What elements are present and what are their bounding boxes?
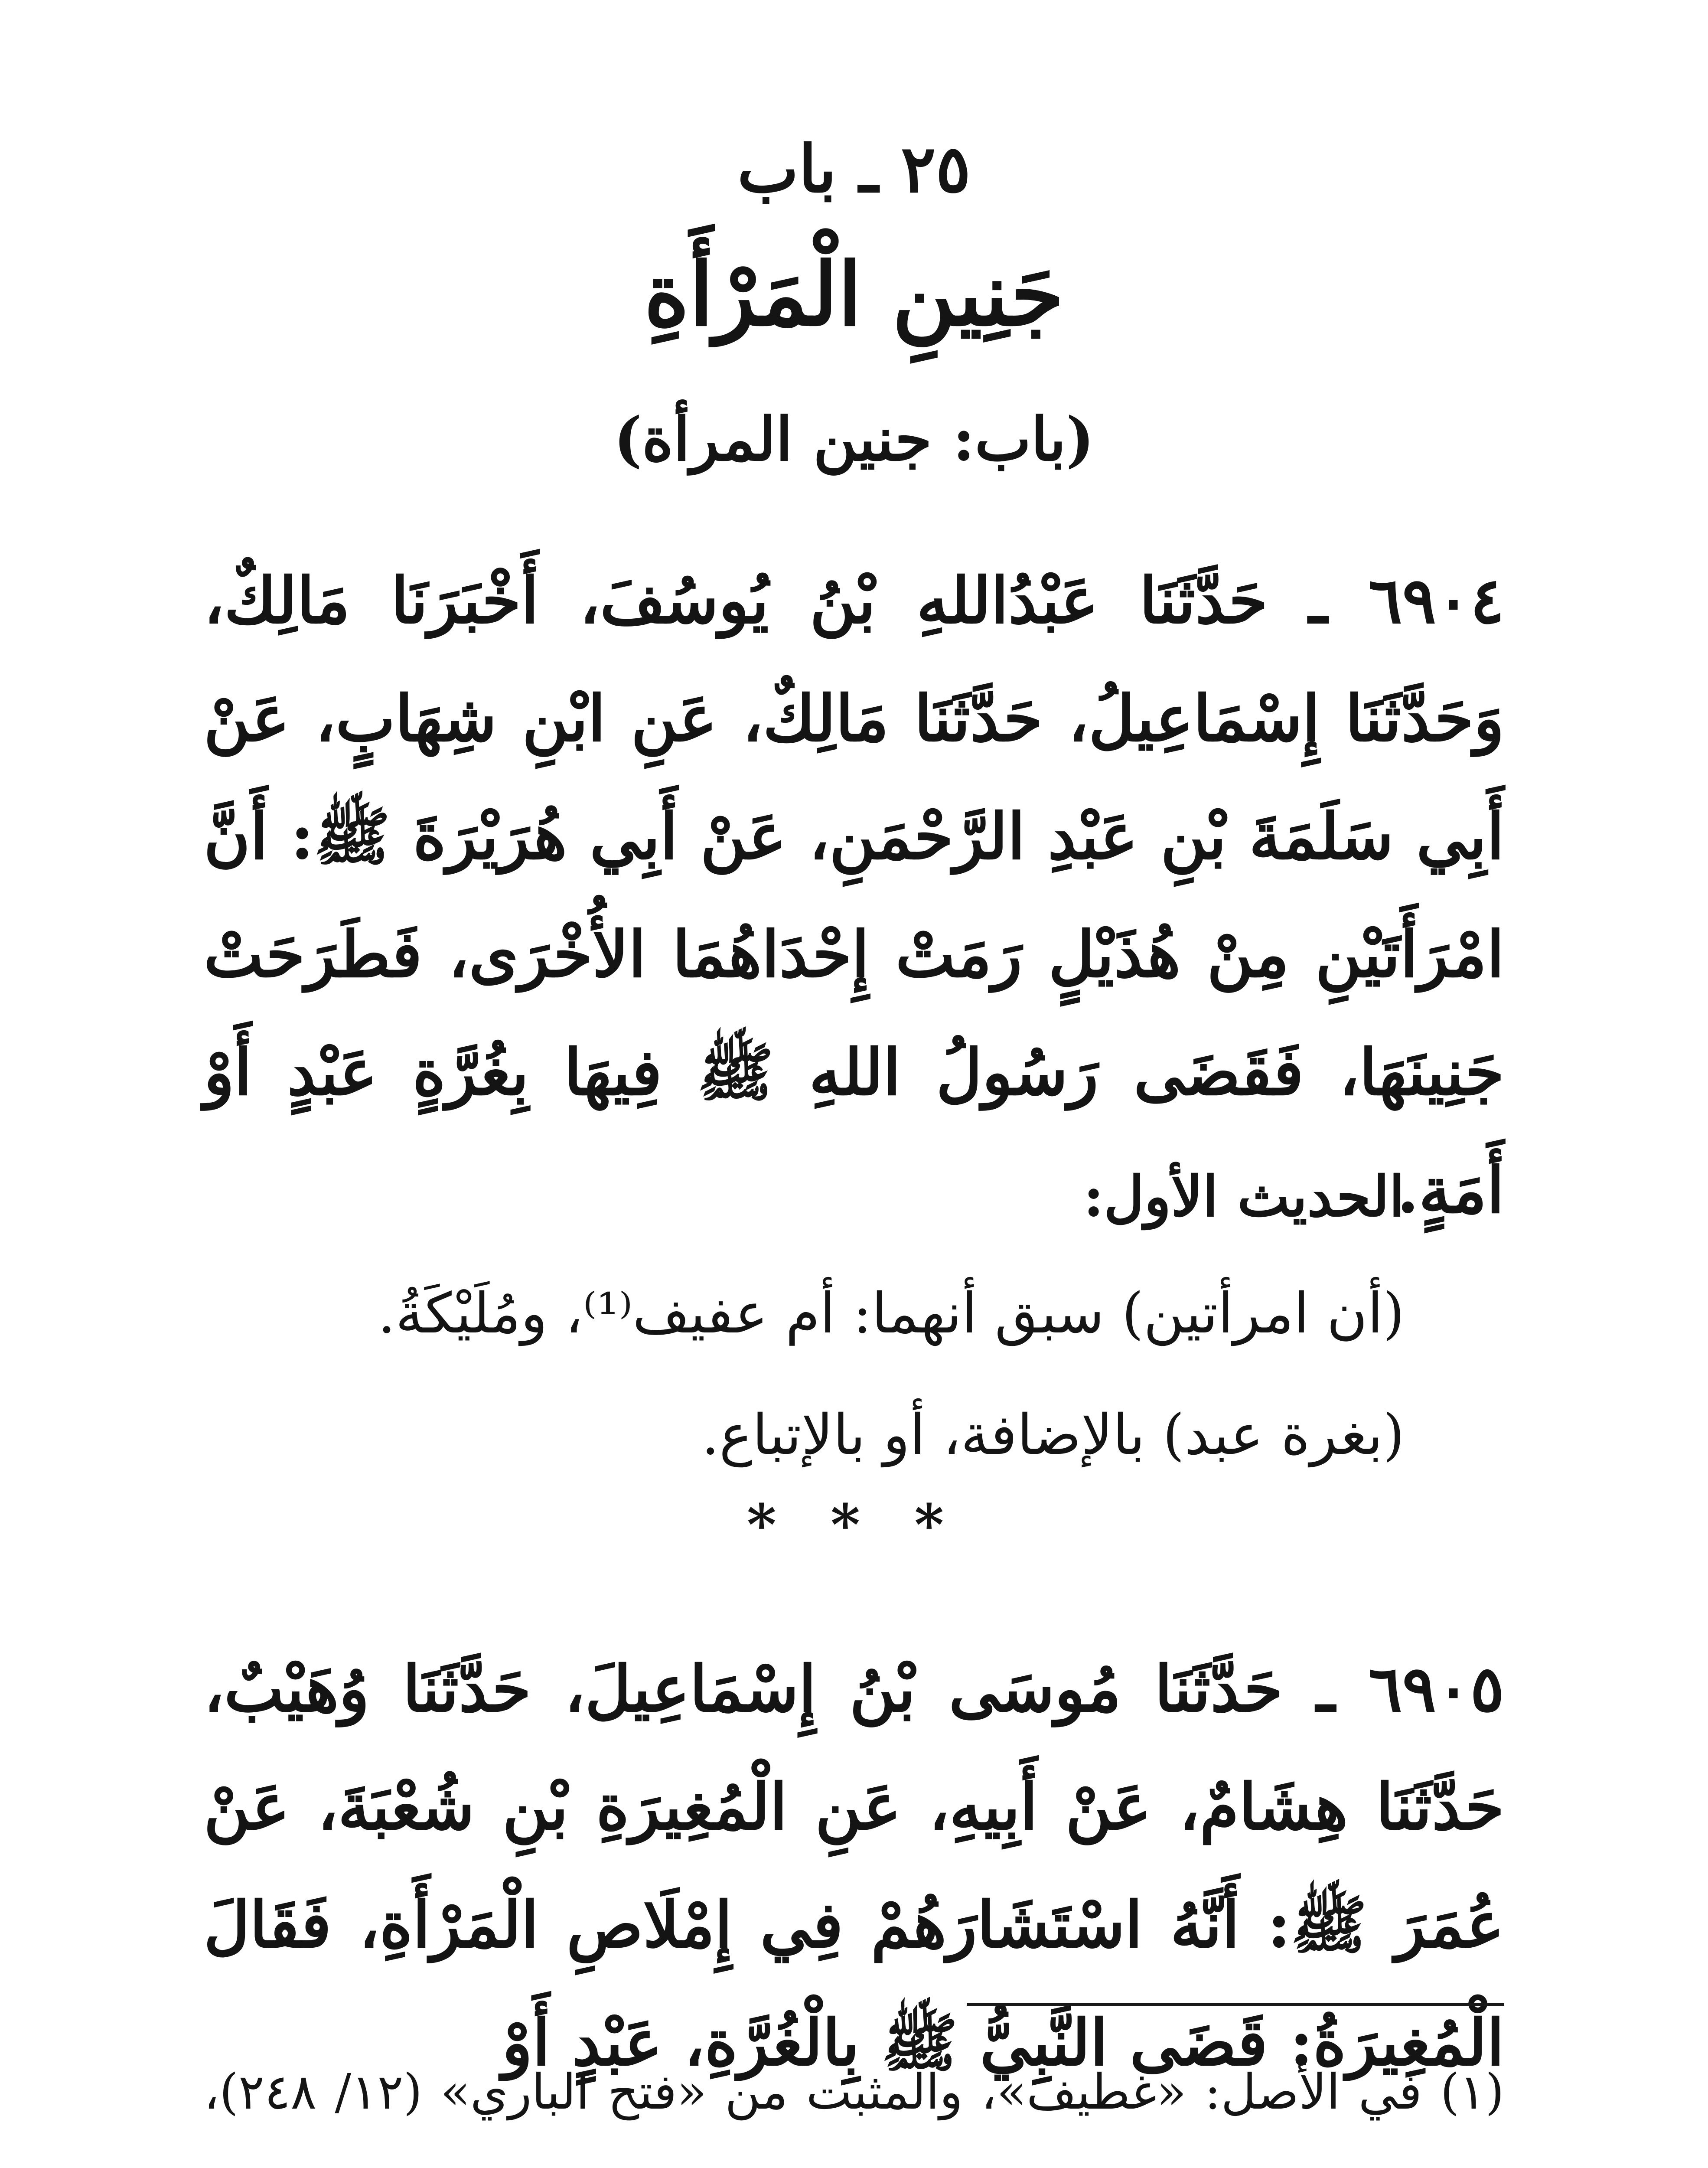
chapter-number: ٢٥ ـ باب [737,131,971,207]
commentary-heading: الحديث الأول: [1083,1164,1405,1229]
hadith-6905: ٦٩٠٥ ـ حَدَّثَنَا مُوسَى بْنُ إِسْمَاعِيلَ، حَدَّثَنَا وُهَيْبٌ، حَدَّثَنَا هِشَامٌ، عَنْ أَبِيهِ، عَنِ الْمُغِيرَةِ بْنِ شُعْبَةَ، عَنْ عُمَرَ ﷺ: أَنَّهُ اسْتَشَارَهُمْ فِي إِمْلَاصِ الْمَرْأَةِ، فَقَالَ الْمُغِيرَةُ: قَضَى النَّبِيُّ ﷺ بِالْغُرَّةِ، عَبْدٍ أَوْ [204,1652,1504,2080]
section-separator: * * * [746,1492,962,1558]
hadith-6904: ٦٩٠٤ ـ حَدَّثَنَا عَبْدُاللهِ بْنُ يُوسُفَ، أَخْبَرَنَا مَالِكٌ، وَحَدَّثَنَا إِسْمَاعِيلُ، حَدَّثَنَا مَالِكٌ، عَنِ ابْنِ شِهَابٍ، عَنْ أَبِي سَلَمَةَ بْنِ عَبْدِ الرَّحْمَنِ، عَنْ أَبِي هُرَيْرَةَ ﷺ: أَنَّ امْرَأَتَيْنِ مِنْ هُذَيْلٍ رَمَتْ إِحْدَاهُمَا الأُخْرَى، فَطَرَحَتْ جَنِينَهَا، فَقَضَى رَسُولُ اللهِ ﷺ فِيهَا بِغُرَّةٍ عَبْدٍ أَوْ أَمَةٍ. [204,564,1505,1228]
footnote-divider [967,2003,1504,2006]
footnote: (١) في الأصل: «غطيف»، والمثبت من «فتح الباري» (١٢/ ٢٤٨)، [204,2064,1504,2120]
commentary-line-2: (بغرة عبد) بالإضافة، أو بالإتباع. [701,1403,1405,1467]
section-label: (باب: جنين المرأة) [613,404,1095,474]
commentary-line-1: (أن امرأتين) سبق أنهما: أم عفيف⁽¹⁾، ومُلَيْكَةُ. [378,1281,1405,1346]
chapter-title: جَنِينِ الْمَرْأَةِ [644,244,1064,346]
